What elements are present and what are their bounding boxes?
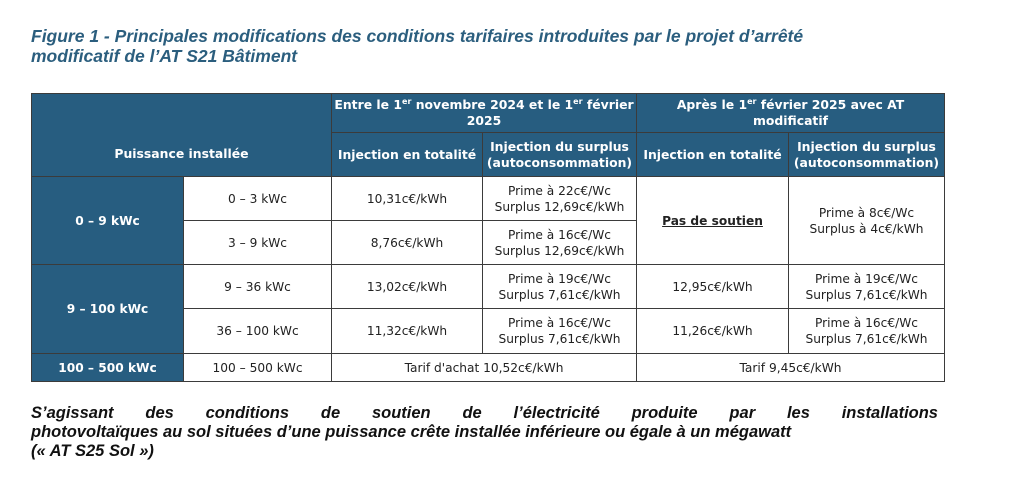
body-paragraph (31, 404, 938, 461)
p2-totalite-cell: 12,95c€/kWh (637, 265, 789, 309)
group-label: 100 – 500 kWc (32, 354, 184, 382)
p1-merged-cell: Tarif d'achat 10,52c€/kWh (332, 354, 637, 382)
tariff-table (31, 93, 945, 382)
p2-totalite-cell (637, 177, 789, 265)
p1-surplus-cell: Prime à 16c€/Wc Surplus 12,69c€/kWh (483, 221, 637, 265)
figure-title-line2: modificatif de l’AT S21 Bâtiment (31, 46, 298, 66)
p2-surplus-cell: Prime à 8c€/Wc Surplus à 4c€/kWh (789, 177, 945, 265)
p1-totalite-cell: 10,31c€/kWh (332, 177, 483, 221)
pas-de-soutien-text: Pas de soutien (662, 213, 763, 228)
figure-title (31, 26, 971, 66)
p1-surplus-cell: Prime à 16c€/Wc Surplus 7,61c€/kWh (483, 309, 637, 354)
range-cell: 3 – 9 kWc (184, 221, 332, 265)
header-p2-surplus: Injection du surplus (autoconsommation) (789, 133, 945, 177)
range-cell: 9 – 36 kWc (184, 265, 332, 309)
paragraph-line1: S’agissant des conditions de soutien de l’électricité produite par les installations (31, 404, 938, 422)
table-row (32, 265, 945, 309)
figure-title-line1: Figure 1 - Principales modifications des conditions tarifaires introduites par le projet d’arrêté (31, 26, 804, 46)
p2-surplus-cell: Prime à 16c€/Wc Surplus 7,61c€/kWh (789, 309, 945, 354)
p2-merged-cell: Tarif 9,45c€/kWh (637, 354, 945, 382)
p1-totalite-cell: 8,76c€/kWh (332, 221, 483, 265)
header-p2-totalite: Injection en totalité (637, 133, 789, 177)
paragraph-line2: photovoltaïques au sol situées d’une puissance crête installée inférieure ou égale à un mégawatt (31, 423, 792, 441)
p1-surplus-cell: Prime à 19c€/Wc Surplus 7,61c€/kWh (483, 265, 637, 309)
p1-totalite-cell: 13,02c€/kWh (332, 265, 483, 309)
header-p1-surplus: Injection du surplus (autoconsommation) (483, 133, 637, 177)
header-period-2: Après le 1er février 2025 avec AT modificatif (637, 94, 945, 133)
range-cell: 0 – 3 kWc (184, 177, 332, 221)
group-label: 0 – 9 kWc (32, 177, 184, 265)
header-row-columns (32, 133, 945, 177)
range-cell: 36 – 100 kWc (184, 309, 332, 354)
table-row (32, 177, 945, 221)
header-period-1: Entre le 1er novembre 2024 et le 1er février 2025 (332, 94, 637, 133)
p2-totalite-cell: 11,26c€/kWh (637, 309, 789, 354)
p2-surplus-cell: Prime à 19c€/Wc Surplus 7,61c€/kWh (789, 265, 945, 309)
paragraph-line3: (« AT S25 Sol ») (31, 442, 154, 460)
header-blank (32, 94, 332, 133)
p1-surplus-cell: Prime à 22c€/Wc Surplus 12,69c€/kWh (483, 177, 637, 221)
header-p1-totalite: Injection en totalité (332, 133, 483, 177)
range-cell: 100 – 500 kWc (184, 354, 332, 382)
table-row (32, 354, 945, 382)
group-label: 9 – 100 kWc (32, 265, 184, 354)
header-puissance: Puissance installée (32, 133, 332, 177)
header-row-periods (32, 94, 945, 133)
p1-totalite-cell: 11,32c€/kWh (332, 309, 483, 354)
